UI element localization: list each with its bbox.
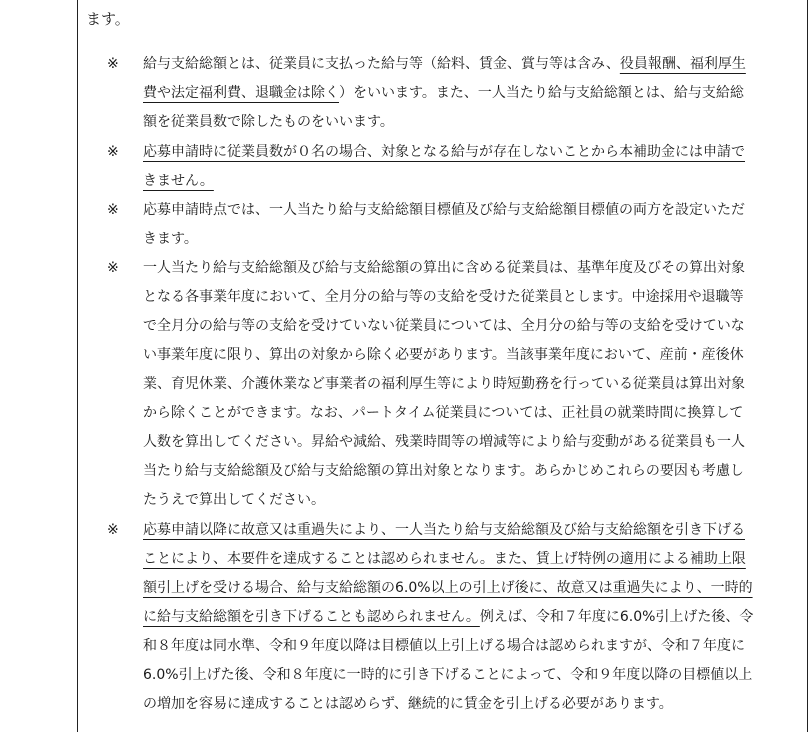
note-line	[143, 690, 797, 719]
note-line	[143, 399, 797, 428]
note-line	[143, 632, 797, 661]
text-segment: 例えば、令和７年度に6.0%引上げた後、令	[479, 609, 754, 625]
note-line	[143, 370, 797, 399]
note-mark: ※	[107, 56, 119, 72]
underlined-text: に給与支給総額を引き下げることも認められません。	[143, 609, 480, 625]
text-segment: となる各事業年度において、全月分の給与等の支給を受けた従業員とします。中途採用や退職等	[143, 289, 744, 305]
note-mark: ※	[107, 202, 119, 218]
text-segment: ）をいいます。また、一人当たり給与支給総額とは、給与支給総	[339, 85, 744, 101]
underlined-text: 額引上げを受ける場合、給与支給総額の6.0%以上の引上げ後に、故意又は重過失により、一時的	[143, 580, 753, 596]
note-line	[143, 603, 797, 632]
text-segment: 応募申請時点では、一人当たり給与支給総額目標値及び給与支給総額目標値の両方を設定いただ	[143, 202, 745, 218]
note-line	[143, 50, 797, 79]
underlined-text: 役員報酬、福利厚生	[619, 56, 746, 72]
note-line	[143, 283, 797, 312]
underlined-text: ことにより、本要件を達成することは認められません。また、賃上げ特例の適用による補助上限	[143, 551, 746, 567]
text-segment: 一人当たり給与支給総額及び給与支給総額の算出に含める従業員は、基準年度及びその算出対象	[143, 260, 745, 276]
note-body	[143, 196, 797, 254]
note-line	[143, 254, 797, 283]
note-line	[143, 196, 797, 225]
text-segment: 業、育児休業、介護休業など事業者の福利厚生等により時短勤務を行っている従業員は算出対象	[143, 376, 745, 392]
note-line	[143, 516, 797, 545]
note-mark: ※	[107, 522, 119, 538]
note-body	[143, 50, 797, 137]
lead-text: ます。	[86, 10, 130, 28]
note-body	[143, 254, 797, 515]
text-segment: 和８年度は同水準、令和９年度以降は目標値以上引上げる場合は認められますが、令和７年度に	[143, 638, 745, 654]
note-mark: ※	[107, 144, 119, 160]
text-segment: で全月分の給与等の支給を受けていない従業員については、全月分の給与等の支給を受けていな	[143, 318, 745, 334]
underlined-text: 応募申請時に従業員数が０名の場合、対象となる給与が存在しないことから本補助金には申請で	[143, 144, 745, 160]
underlined-text: 費や法定福利費、退職金は除く	[143, 85, 339, 101]
note-mark: ※	[107, 260, 119, 276]
text-segment: い事業年度に限り、算出の対象から除く必要があります。当該事業年度において、産前・産後休	[143, 347, 744, 363]
note-line	[143, 138, 797, 167]
note-line	[143, 661, 797, 690]
note-line	[143, 428, 797, 457]
table-column-divider	[77, 0, 78, 732]
text-segment: 6.0%引上げた後、令和８年度に一時的に引き下げることによって、令和９年度以降の目標値以上	[143, 667, 753, 683]
text-segment: 額を従業員数で除したものをいいます。	[143, 114, 394, 130]
table-right-border	[807, 0, 808, 732]
text-segment: 当たり給与支給総額及び給与支給総額の算出対象となります。あらかじめこれらの要因も考慮し	[143, 463, 744, 479]
note-line	[143, 225, 797, 254]
text-segment: たうえで算出してください。	[143, 492, 325, 508]
note-line	[143, 457, 797, 486]
text-segment: 給与支給総額とは、従業員に支払った給与等（給料、賃金、賞与等は含み、	[143, 56, 620, 72]
text-segment: きます。	[143, 231, 198, 247]
note-body	[143, 516, 797, 719]
text-segment: の増加を容易に達成することは認めらず、継続的に賃金を引上げる必要があります。	[143, 696, 673, 712]
note-line	[143, 108, 797, 137]
note-line	[143, 486, 797, 515]
text-segment: から除くことができます。なお、パートタイム従業員については、正社員の就業時間に換算して	[143, 405, 744, 421]
note-line	[143, 312, 797, 341]
text-segment: 人数を算出してください。昇給や減給、残業時間等の増減等により給与変動がある従業員も一人	[143, 434, 745, 450]
table-left-column	[0, 0, 77, 732]
note-line	[143, 574, 797, 603]
underlined-text: きません。	[143, 173, 214, 189]
note-line	[143, 167, 797, 196]
underlined-text: 応募申請以降に故意又は重過失により、一人当たり給与支給総額及び給与支給総額を引き下げる	[143, 522, 745, 538]
note-line	[143, 545, 797, 574]
note-body	[143, 138, 797, 196]
note-line	[143, 79, 797, 108]
note-line	[143, 341, 797, 370]
